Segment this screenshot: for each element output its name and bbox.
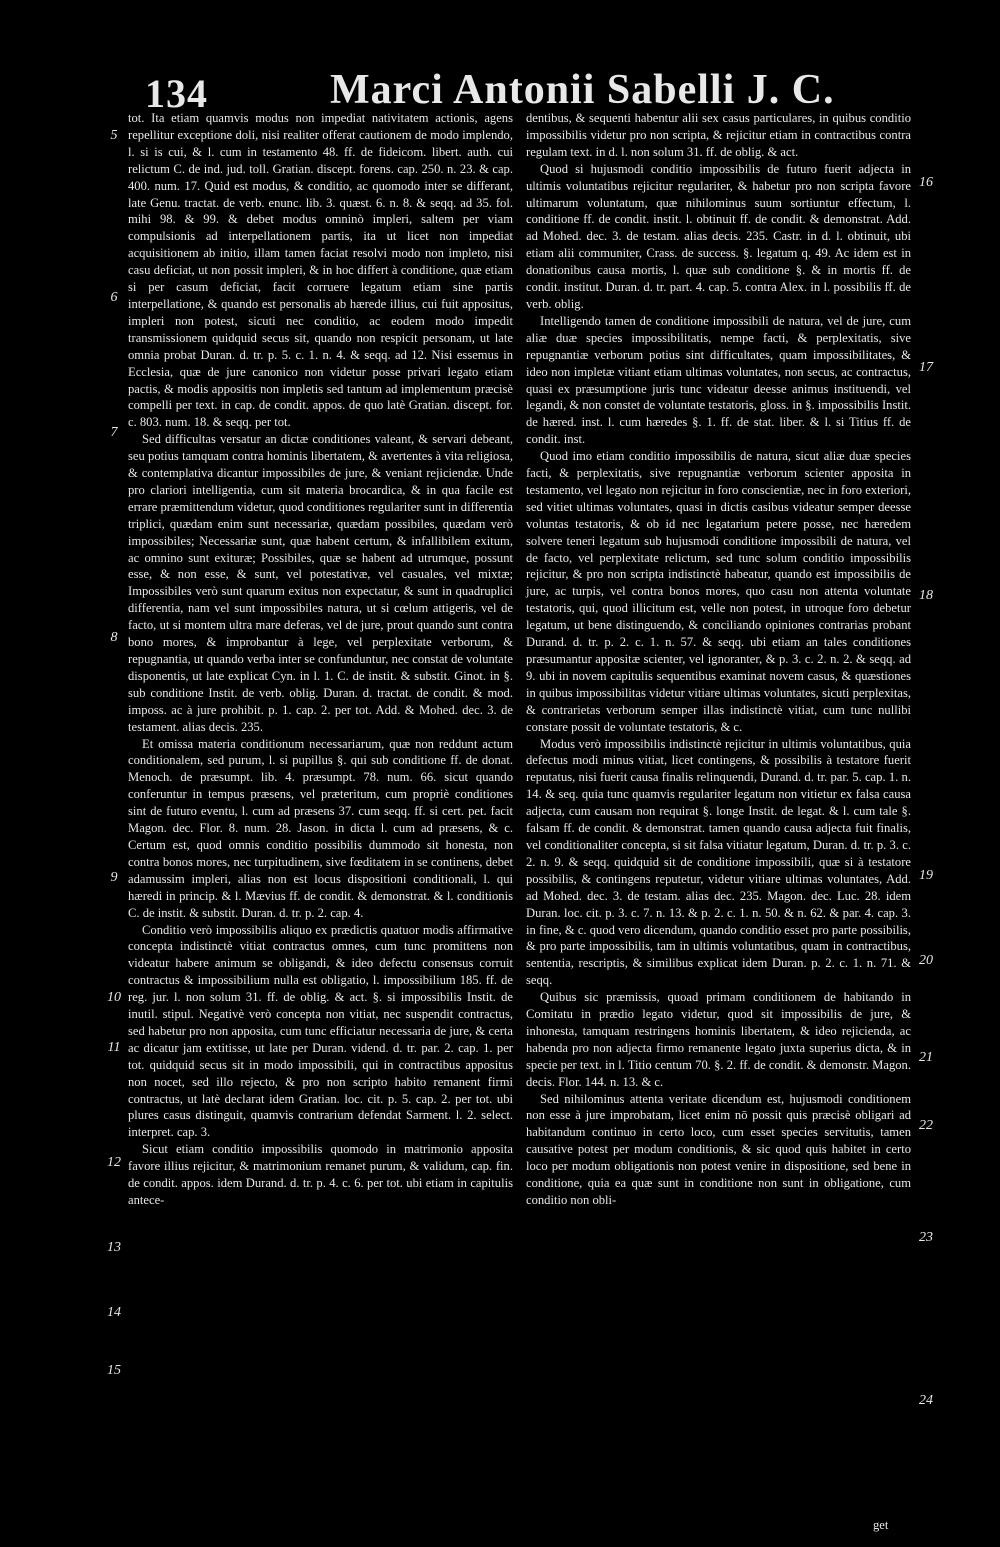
left-paragraph-3: Et omissa materia conditionum necessariarum, quæ non reddunt actum conditionalem, sed purum, l. si pupillus §. qui sub conditione ff. de donat. Menoch. de præsumpt. lib. 4. præsumpt. 78. num. 66. sicut quando conferuntur in tempus præsens, vel præteritum, cum propriè conditiones sint de futuro eventu, l. cum ad præsens 37. cum seqq. ff. si cert. pet. facit Magon. dec. Flor. 8. num. 28. Jason. in dicta l. cum ad præsens, & c. Certum est, quod omnis conditio possibilis dummodo sit honesta, non contra bonos mores, nec turpitudinem, sive fœditatem in se continens, debet adamussim impleri, alias non est locus dispositioni conditionali, l. qui hæredi in princip. & l. Mævius ff. de condit. & demonstrat. & l. conditionis C. de instit. & substit. Duran. d. tr. p. 2. cap. 4. bbox=[128, 736, 513, 920]
right-paragraph-4: Quod imo etiam conditio impossibilis de natura, sicut aliæ duæ species facti, & perplexitatis, sive repugnantiæ verborum scienter apposita in testamento, vel legato non rejicitur in foro conscientiæ, nec in foro exteriori, sed vitiet ultimas voluntates, quasi in dictis casibus videatur semper deesse voluntas testatoris, & ob id nec legatarium petere posse, nec hæredem solvere teneri legatum sub hujusmodi conditione impossibili de natura, vel de facto, vel perplexitate relictum, sed tunc solum conditio impossibilis rejicitur, & pro non scripta indistinctè habeatur, quando est impossibilis de jure, ac turpis, vel contra bonos mores, quo casu non attenta voluntate testatoris, qui, quod illicitum est, velle non potest, in utroque foro debetur legatum, ut bene distinguendo, & conciliando opiniones contrarias probant Durand. d. tr. p. 2. c. 1. n. 57. & seqq. ubi etiam an tales conditiones præsumantur appositæ scienter, vel ignoranter, & p. 3. c. 2. n. 2. & seqq. ad 9. ubi in novem capitulis sequentibus examinat novem casus, & quæstiones in quibus impossibilitas videtur vitiare ultimas voluntates, sicuti perplexitas, & contrarietas verborum semper illas indistinctè vitiat, cum tunc nullibi constare possit de voluntate testatoris, & c. bbox=[526, 449, 911, 734]
margin-number: 20 bbox=[919, 953, 933, 968]
catchword: get bbox=[873, 1518, 889, 1532]
left-paragraph-2: Sed difficultas versatur an dictæ conditiones valeant, & servari debeant, seu potius tamquam contra hominis libertatem, & avertentes à vita religiosa, & contemplativa dicantur impossibiles de jure, & veniant rejiciendæ. Unde pro clariori intelligentia, cum sit materia brocardica, & in qua facile est errare præmittendum videtur, quod conditiones regulariter sunt in differentia triplici, quædam enim sunt necessariæ, quædam possibiles, quædam verò impossibiles; Necessariæ sunt, quæ habent certum, & infallibilem exitum, ac omnino sunt exituræ; Possibiles, quæ se habent ad utrumque, possunt esse, & non esse, & sunt, vel potestativæ, vel casuales, vel mixtæ; Impossibiles verò sunt quarum exitus non expectatur, & sunt in quadruplici differentia, nam vel sunt impossibiles natura, ut si cœlum attigeris, vel de facto, ut si montem ultra mare deferas, vel de jure, prout quando sunt contra bono mores, & improbantur à lege, vel perplexitate verborum, & repugnantia, ut quando verba inter se confunduntur, nec constat de voluntate disponentis, ut late explicat Cyn. in l. 1. C. de instit. & substit. Ginot. in §. sub conditione Instit. de verb. oblig. Duran. d. tractat. de condit. & mod. imposs. ac à jure prohibit. p. 1. cap. 2. per tot. Add. & Mohed. dec. 3. de testament. alias decis. 235. bbox=[128, 432, 514, 734]
margin-number: 9 bbox=[110, 870, 118, 885]
margin-number: 7 bbox=[110, 425, 118, 440]
margin-number: 5 bbox=[110, 128, 118, 143]
margin-number: 13 bbox=[107, 1240, 121, 1255]
margin-number: 12 bbox=[107, 1155, 121, 1170]
margin-number: 22 bbox=[919, 1118, 933, 1133]
left-paragraph-4: Conditio verò impossibilis aliquo ex prædictis quatuor modis affirmative concepta indistinctè vitiat contractus omnes, cum tunc promittens non videatur habere animum se obligandi, & ideo defectu consensus corruit contractus & impossibilium nulla est obligatio, l. impossibilium 185. ff. de reg. jur. l. non solum 31. ff. de oblig. & act. §. si impossibilis Instit. de inutil. stipul. Negativè verò concepta non vitiat, nec suspendit contractus, sed habetur pro non apposita, cum tunc efficiatur necessaria de jure, & certa ac dicatur jam extitisse, ut late per Duran. vidend. d. tr. par. 2. cap. 1. per tot. quidquid secus sit in modo impossibili, qui in contractibus appositus non nocet, sed illo rejecto, & pro non scripto habito remanent firmi contractus, ut latè declarat idem Gratian. loc. cit. p. 5. cap. 2. per tot. ubi plures casus distinguit, quamvis contrarium defendat Sarment. l. 2. select. interpret. cap. 3. bbox=[128, 922, 513, 1140]
margin-number: 17 bbox=[919, 360, 933, 375]
margin-number: 24 bbox=[919, 1393, 933, 1408]
left-column bbox=[128, 110, 513, 1209]
margin-number: 11 bbox=[107, 1040, 121, 1055]
margin-number: 19 bbox=[919, 868, 933, 883]
right-paragraph-6: Quibus sic præmissis, quoad primam conditionem de habitando in Comitatu in prædio legato videtur, quod sit impossibilis de jure, & inhonesta, tamquam restringens hominis libertatem, & ideo rejicienda, ac habenda pro non adjecta firmo remanente legato juxta superius dicta, & in specie per text. in l. Titio centum 70. §. 2. ff. de condit. & demonstr. Magon. decis. Flor. 144. n. 13. & c. bbox=[526, 990, 911, 1089]
right-paragraph-7: Sed nihilominus attenta veritate dicendum est, hujusmodi conditionem non esse à jure improbatam, licet enim nō possit quis præcisè obligari ad habitandum continuo in certo loco, cum esset species servitutis, tamen causative potest per modum conditionis, & sic quod quis habitet in certo loco per modum obligationis non potest venire in dispositione, sed bene in conditione, quia ea quæ sunt in conditione non sunt in obligatione, cum conditio non obli- bbox=[526, 1091, 911, 1207]
margin-number: 21 bbox=[919, 1050, 933, 1065]
margin-number: 23 bbox=[919, 1230, 933, 1245]
right-paragraph-3: Intelligendo tamen de conditione impossibili de natura, vel de jure, cum aliæ duæ species impossibilitatis, nempe facti, & perplexitatis, sive repugnantiæ verborum potius sint difficultates, quam impossibilitates, & ideo non impletæ vitiant etiam ultimas voluntates, non secus, ac contractus, quasi ex præsumptione juris tunc videatur deesse animus instituendi, vel legandi, & non constet de voluntate testatoris, gloss. in §. impossibilis Instit. de hæred. inst. l. cum hæredes §. 1. ff. de stat. liber. & l. si Titius ff. de condit. inst. bbox=[526, 313, 911, 447]
right-paragraph-5: Modus verò impossibilis indistinctè rejicitur in ultimis voluntatibus, quia defectus modi minus vitiat, licet contingens, & possibilis à testatore fuerit reputatus, nisi fuerit causa finalis relinquendi, Durand. d. tr. par. 5. cap. 1. n. 14. & seq. quia tunc quamvis regulariter legatum non vitietur ex falsa causa adjecta, cum causam non requirat §. longe Instit. de legat. & l. cum tale §. falsam ff. de condit. & demonstrat. tamen quando causa adjecta fuit finalis, vel conditionaliter concepta, si sit falsa vitiatur legatum, Duran. d. tr. p. 3. c. 2. n. 9. & seqq. quidquid sit de conditione impossibili, quæ si à testatore possibilis, & contingens reputetur, videtur vitiare ultimas voluntates, Add. ad Mohed. dec. 3. de testam. alias dec. 235. Magon. dec. Luc. 28. idem Duran. loc. cit. p. 3. c. 7. n. 13. & p. 2. c. 1. n. 50. & n. 62. & par. 4. cap. 3. in fine, & c. quod vero dicendum, quando conditio esset pro parte possibilis, & pro parte impossibilis, tam in ultimis voluntatibus, quam in contractibus, sententia, rescriptis, & similibus explicat idem Duran. p. 2. c. 1. n. 71. & seqq. bbox=[526, 736, 911, 988]
page-number: 134 bbox=[145, 71, 208, 116]
margin-number: 8 bbox=[110, 630, 118, 645]
right-paragraph-1: dentibus, & sequenti habentur alii sex casus particulares, in quibus conditio impossibilis videtur pro non scripta, & rejicitur etiam in contractibus contra regulam text. in d. l. non solum 31. ff. de oblig. & act. bbox=[526, 111, 911, 159]
margin-number: 16 bbox=[919, 175, 933, 190]
margin-number: 18 bbox=[919, 588, 933, 603]
right-column bbox=[526, 110, 911, 1209]
running-title: Marci Antonii Sabelli J. C. bbox=[330, 67, 835, 113]
right-paragraph-2: Quod si hujusmodi conditio impossibilis de futuro fuerit adjecta in ultimis voluntatibus rejicitur regulariter, & habetur pro non scripta favore ultimarum voluntatum, quæ nihilominus suum sortiuntur effectum, l. conditione ff. de condit. instit. l. obtinuit ff. de condit. & demonstrat. Add. ad Mohed. dec. 3. de testam. alias decis. 235. Castr. in d. l. obtinuit, ubi etiam alii communiter, Crass. de success. §. legatum q. 49. Ac idem est in donationibus causa mortis, l. quæ sub conditione §. & in mortis ff. de condit. institut. Duran. d. tr. part. 4. cap. 5. contra Alex. in l. possibilis ff. de verb. oblig. bbox=[526, 161, 911, 311]
margin-number: 15 bbox=[107, 1363, 121, 1378]
margin-number: 10 bbox=[107, 990, 121, 1005]
left-paragraph-1: tot. Ita etiam quamvis modus non impediat nativitatem actionis, agens repellitur exceptione doli, nisi realiter offerat cautionem de modo implendo, l. si is cui, & l. cum in testamento 48. ff. de fideicom. libert. auth. cui relictum C. de ind. jud. toll. Gratian. discept. forens. cap. 250. n. 23. & cap. 400. num. 17. Quid est modus, & conditio, ac quomodo inter se differant, late Genu. tractat. de verb. enunc. lib. 3. quæst. 6. n. 8. & seqq. ad 35. fol. mihi 98. & 99. & debet modus omninò impleri, saltem per viam compulsionis ad interpellationem partis, ita ut licet non impediat acquisitionem ab initio, illam tamen faciat resolvi modo non impleto, nisi casu deficiat, ut non possit impleri, & in hoc differt à conditione, quæ etiam si per casum deficiat, facit corruere legatum etiam sine partis interpellatione, & quando est personalis ab hærede illius, cui fuit appositus, impleri non potest, sicuti nec conditio, ac eodem modo impedit transmissionem quidquid secus sit, quando non respicit personam, ut late omnia probat Duran. d. tr. p. 5. c. 1. n. 4. & seqq. ad 12. Nisi essemus in Ecclesia, quæ de jure canonico non videtur posse privari legato etiam pactis, & modis appositis non impletis sed tantum ad implementum præcisè compelli per text. in cap. de condit. appos. de quo latè Gratian. discept. for. c. 803. num. 18. & seqq. per tot. bbox=[128, 111, 513, 430]
margin-number: 14 bbox=[107, 1305, 121, 1320]
left-paragraph-5: Sicut etiam conditio impossibilis quomodo in matrimonio apposita favore illius rejicitur, & matrimonium remanet purum, & validum, cap. fin. de condit. appos. idem Durand. d. tr. p. 4. c. 6. per tot. ubi etiam in capitulis antece- bbox=[128, 1142, 513, 1207]
margin-number: 6 bbox=[110, 290, 118, 305]
